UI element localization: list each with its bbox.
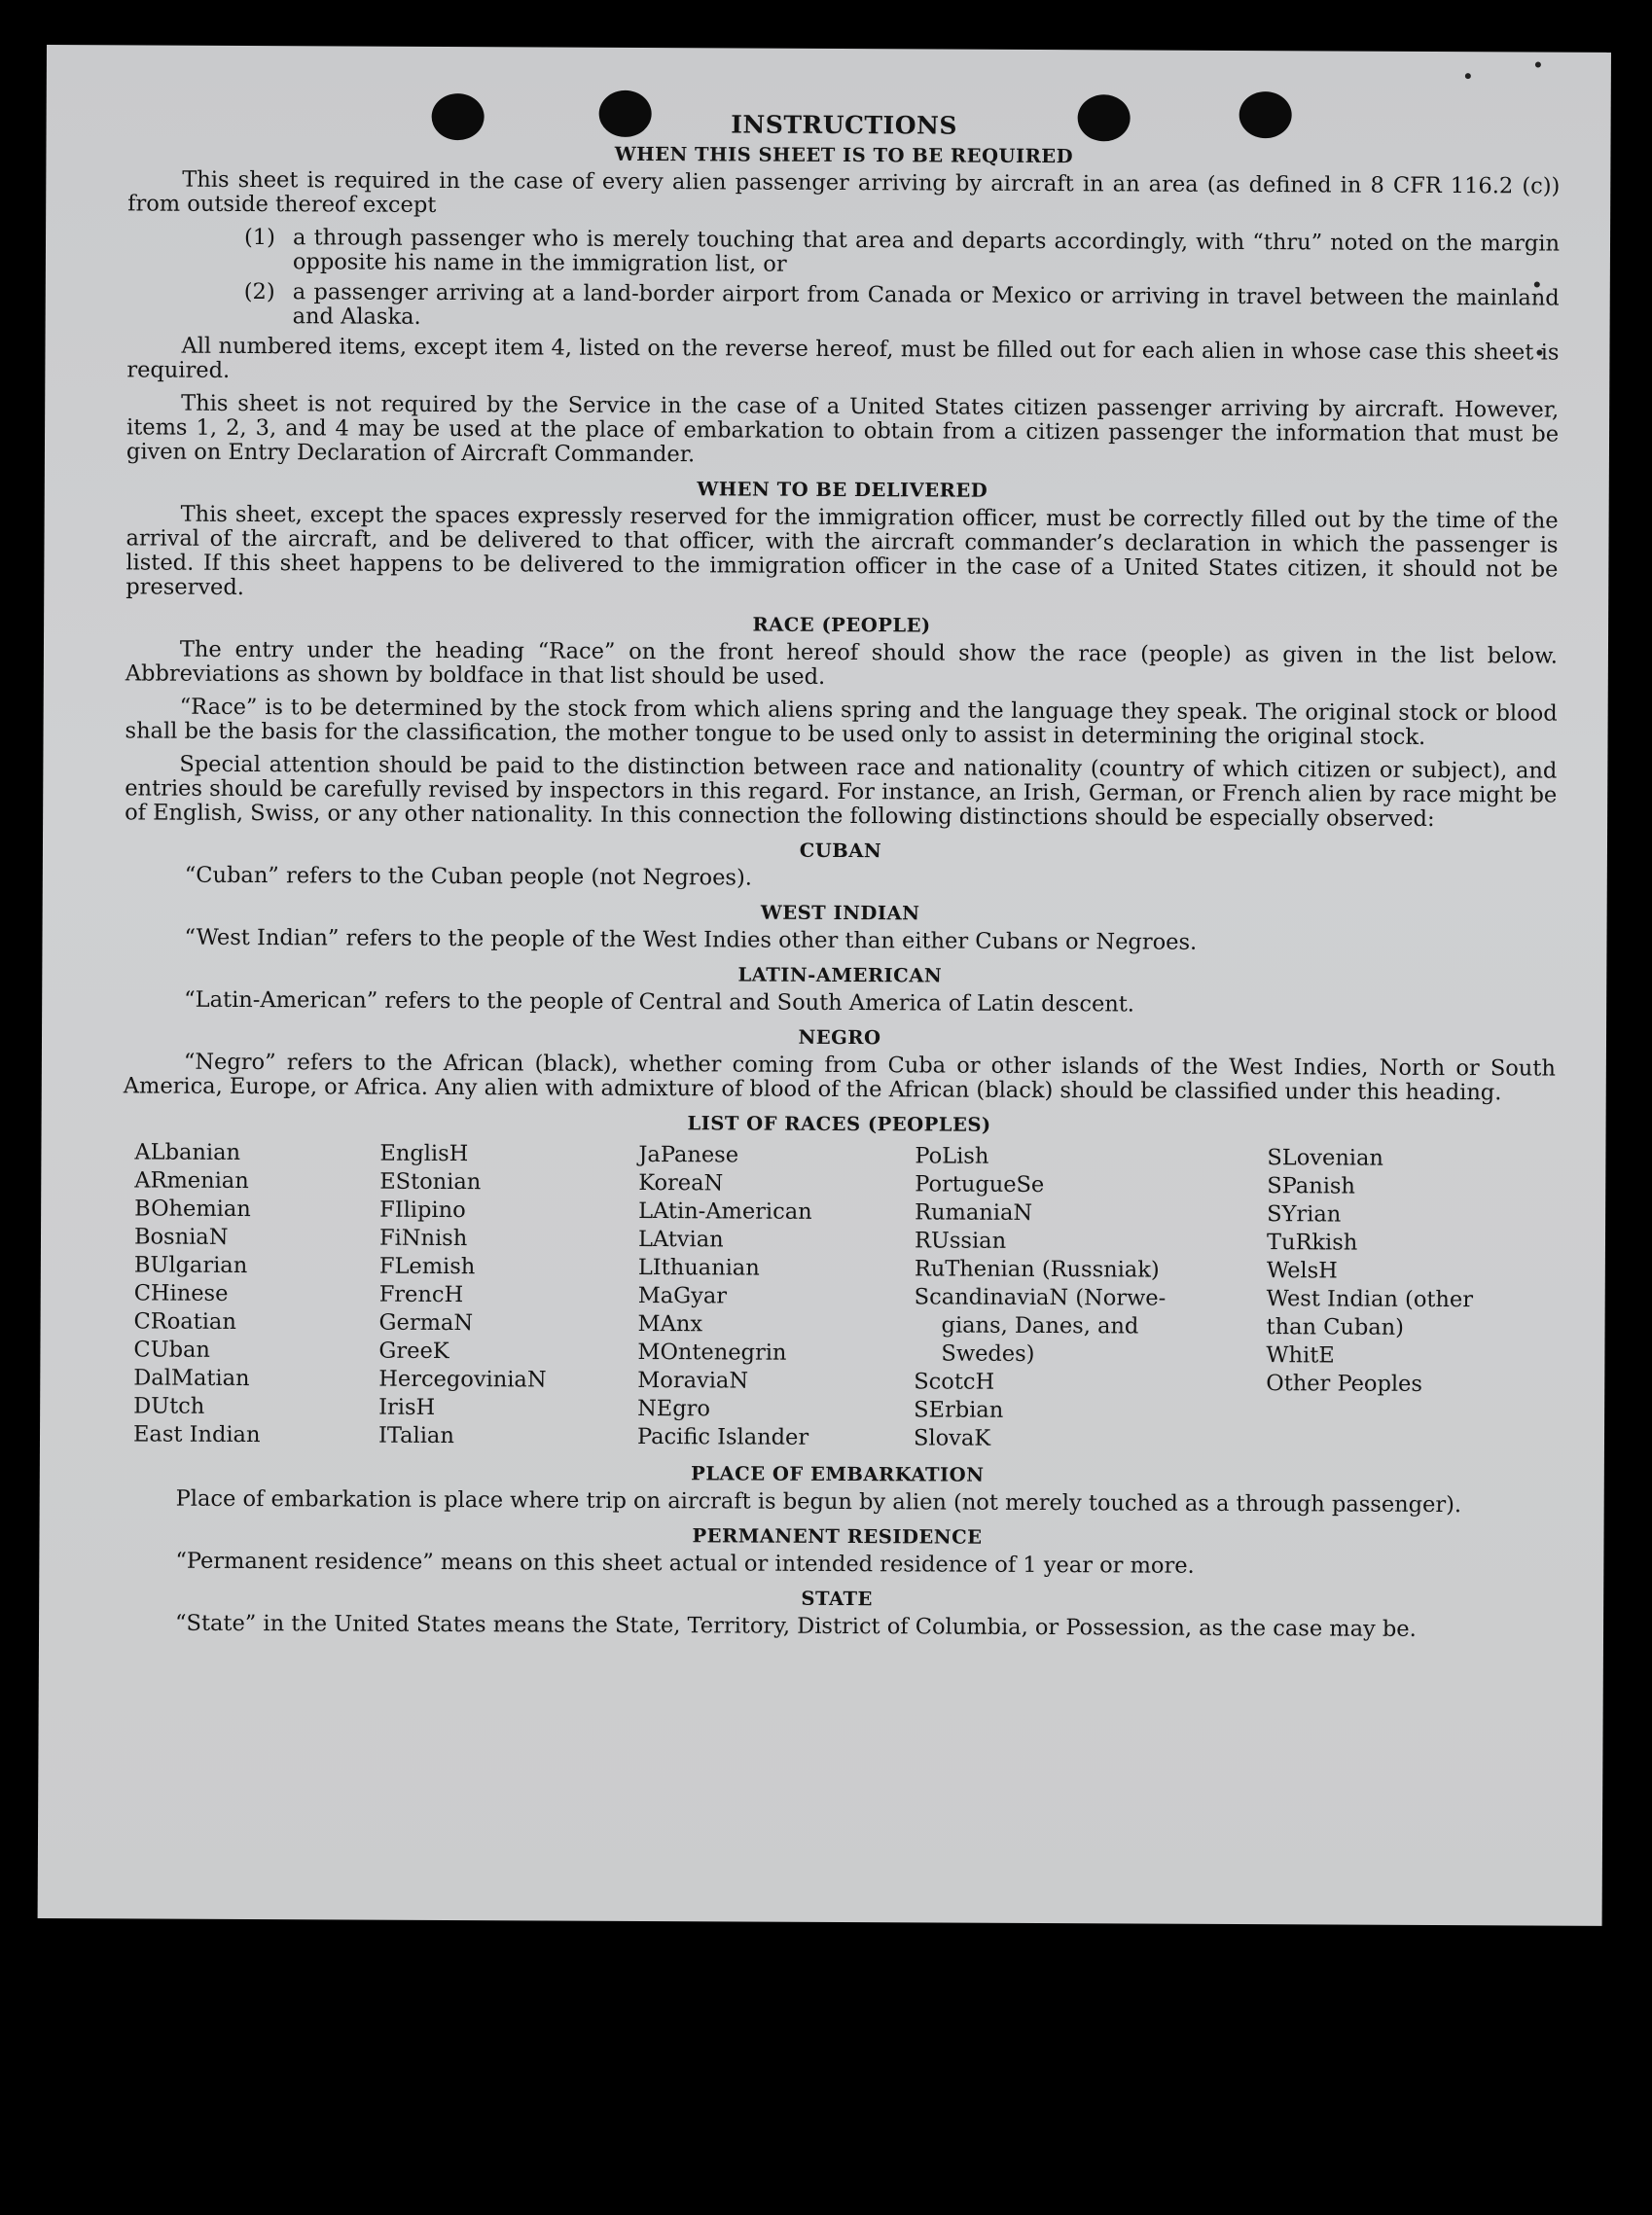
race-entry: EStonian: [379, 1168, 482, 1196]
race-entry: GreeK: [378, 1338, 449, 1365]
race-entry: DUtch: [133, 1393, 205, 1419]
paragraph: The entry under the heading “Race” on the front hereof should show the race (people) as given in the list below. Abbreviations as shown by boldface in that list should be used.: [125, 636, 1559, 690]
race-entry: FLemish: [378, 1253, 476, 1280]
race-entry: WhitE: [1266, 1342, 1335, 1369]
definition-text: “West Indian” refers to the people of the West Indies other than either Cubans or Negroes.: [184, 924, 1198, 955]
race-entry: LAtin-American: [638, 1197, 812, 1225]
paragraph: “Race” is to be determined by the stock from which aliens spring and the language they speak. The original stock or blood shall be the basis for the classification, the mother tongue to be used only to assist in determining the original stock.: [125, 694, 1558, 750]
race-entry: FiNnish: [378, 1225, 468, 1252]
race-entry: LAtvian: [637, 1226, 724, 1253]
section-heading: RACE (PEOPLE): [752, 613, 931, 637]
list-item: [244, 280, 1560, 336]
race-entry: KoreaN: [638, 1169, 724, 1197]
race-entry: WelsH: [1266, 1258, 1338, 1284]
race-entry: SlovaK: [913, 1425, 991, 1451]
race-entry: LIthuanian: [637, 1254, 760, 1281]
races-column: [378, 1140, 639, 1451]
race-entry: SLovenian: [1267, 1145, 1384, 1171]
section-heading: STATE: [801, 1587, 873, 1611]
item-number: (2): [243, 278, 275, 305]
race-entry: ARmenian: [134, 1167, 249, 1195]
paragraph: “State” in the United States means the State, Territory, District of Columbia, or Possession, as the case may be.: [175, 1610, 1417, 1642]
paragraph: “Permanent residence” means on this sheet actual or intended residence of 1 year or more.: [175, 1548, 1195, 1579]
race-entry: MoraviaN: [637, 1367, 749, 1394]
race-entry: than Cuban): [1266, 1314, 1405, 1340]
paragraph: Special attention should be paid to the distinction between race and nationality (country of which citizen or subject), and entries should be carefully revised by inspectors in this regard. For instance, an Irish, German, or French alien by race might be of English, Swiss, or any other nationality. In this connection the following distinctions should be especially observed:: [125, 751, 1558, 832]
race-entry: IrisH: [378, 1394, 436, 1420]
race-entry: HercegoviniaN: [378, 1366, 547, 1393]
races-column: [637, 1141, 916, 1452]
races-list: [133, 1138, 1556, 1455]
race-entry: CUban: [133, 1337, 211, 1363]
race-entry: RuThenian (Russniak): [914, 1256, 1160, 1283]
definition-text: “Cuban” refers to the Cuban people (not Negroes).: [184, 862, 752, 891]
race-entry: PoLish: [915, 1143, 989, 1169]
paragraph: This sheet is required in the case of every alien passenger arriving by aircraft in an area (as defined in 8 CFR 116.2 (c)) from outside thereof except: [127, 166, 1561, 218]
race-entry: SYrian: [1267, 1201, 1342, 1228]
races-heading: LIST OF RACES (PEOPLES): [687, 1112, 991, 1136]
document-page: [38, 45, 1611, 1926]
item-number: (1): [243, 224, 275, 251]
race-entry: NEgro: [637, 1395, 711, 1422]
list-item: [244, 226, 1560, 281]
paragraph: All numbered items, except item 4, listed on the reverse hereof, must be filled out for each alien in whose case this sheet is required.: [126, 333, 1560, 383]
races-column: [1266, 1144, 1540, 1455]
race-entry: PortugueSe: [915, 1171, 1045, 1198]
race-entry: ScotcH: [914, 1369, 995, 1395]
section-heading: WHEN THIS SHEET IS TO BE REQUIRED: [614, 142, 1074, 168]
race-entry: Swedes): [941, 1340, 1035, 1367]
definition-heading: NEGRO: [798, 1025, 881, 1050]
page-title: INSTRUCTIONS: [731, 110, 958, 140]
race-entry: SPanish: [1267, 1173, 1356, 1199]
race-entry: MAnx: [637, 1310, 703, 1338]
item-text: a through passenger who is merely touching that area and departs accordingly, with “thru” noted on the margin opposite his name in the immigration list, or: [292, 225, 1561, 277]
race-entry: gians, Danes, and: [941, 1312, 1139, 1340]
races-column: [914, 1142, 1268, 1454]
race-entry: West Indian (other: [1266, 1286, 1474, 1313]
paragraph: Place of embarkation is place where trip on aircraft is begun by alien (not merely touched as a through passenger).: [175, 1485, 1462, 1518]
race-entry: ALbanian: [134, 1139, 241, 1165]
definition-text: “Latin-American” refers to the people of Central and South America of Latin descent.: [184, 986, 1135, 1018]
race-entry: EnglisH: [379, 1140, 469, 1167]
speck: [1535, 61, 1541, 67]
race-entry: DalMatian: [133, 1365, 250, 1392]
race-entry: ScandinaviaN (Norwe-: [914, 1284, 1167, 1311]
race-entry: GermaN: [378, 1309, 474, 1337]
definition-text: “Negro” refers to the African (black), whether coming from Cuba or other islands of the West Indies, North or South America, Europe, or Africa. Any alien with admixture of blood of the African (black) should be classified under this heading.: [123, 1049, 1556, 1106]
definition-heading: WEST INDIAN: [760, 901, 920, 925]
race-entry: RumaniaN: [915, 1199, 1033, 1226]
races-column: [133, 1138, 380, 1449]
race-entry: TuRkish: [1266, 1230, 1358, 1256]
section-heading: WHEN TO BE DELIVERED: [697, 478, 988, 502]
race-entry: ITalian: [377, 1422, 454, 1449]
definition-heading: CUBAN: [799, 839, 882, 863]
race-entry: Other Peoples: [1266, 1371, 1423, 1397]
definition-heading: LATIN-AMERICAN: [737, 963, 943, 987]
item-text: a passenger arriving at a land-border airport from Canada or Mexico or arriving in travel between the mainland and Alaska.: [292, 279, 1560, 330]
race-entry: RUssian: [914, 1228, 1007, 1254]
race-entry: CHinese: [133, 1280, 229, 1306]
race-entry: BosniaN: [133, 1224, 229, 1250]
race-entry: BUlgarian: [133, 1252, 248, 1279]
race-entry: East Indian: [132, 1421, 261, 1448]
race-entry: MaGyar: [637, 1282, 728, 1309]
race-entry: FrencH: [378, 1281, 464, 1308]
race-entry: BOhemian: [134, 1196, 251, 1223]
race-entry: MOntenegrin: [637, 1339, 787, 1366]
speck: [1465, 73, 1471, 79]
race-entry: SErbian: [914, 1397, 1004, 1423]
race-entry: JaPanese: [638, 1141, 739, 1168]
paragraph: This sheet is not required by the Service in the case of a United States citizen passenger arriving by aircraft. However, items 1, 2, 3, and 4 may be used at the place of embarkation to obtain from a citizen passenger the information that must be given on Entry Declaration of Aircraft Commander.: [126, 390, 1560, 468]
race-entry: FIlipino: [379, 1197, 466, 1224]
paragraph: This sheet, except the spaces expressly reserved for the immigration officer, must be correctly filled out by the time of the arrival of the aircraft, and be delivered to that officer, with the aircraft commander’s declaration in which the passenger is listed. If this sheet happens to be delivered to the immigration officer in the case of a United States citizen, it should not be preserved.: [126, 501, 1559, 600]
race-entry: Pacific Islander: [636, 1423, 809, 1450]
section-heading: PERMANENT RESIDENCE: [692, 1524, 983, 1549]
section-heading: PLACE OF EMBARKATION: [691, 1462, 985, 1486]
race-entry: CRoatian: [133, 1308, 236, 1335]
